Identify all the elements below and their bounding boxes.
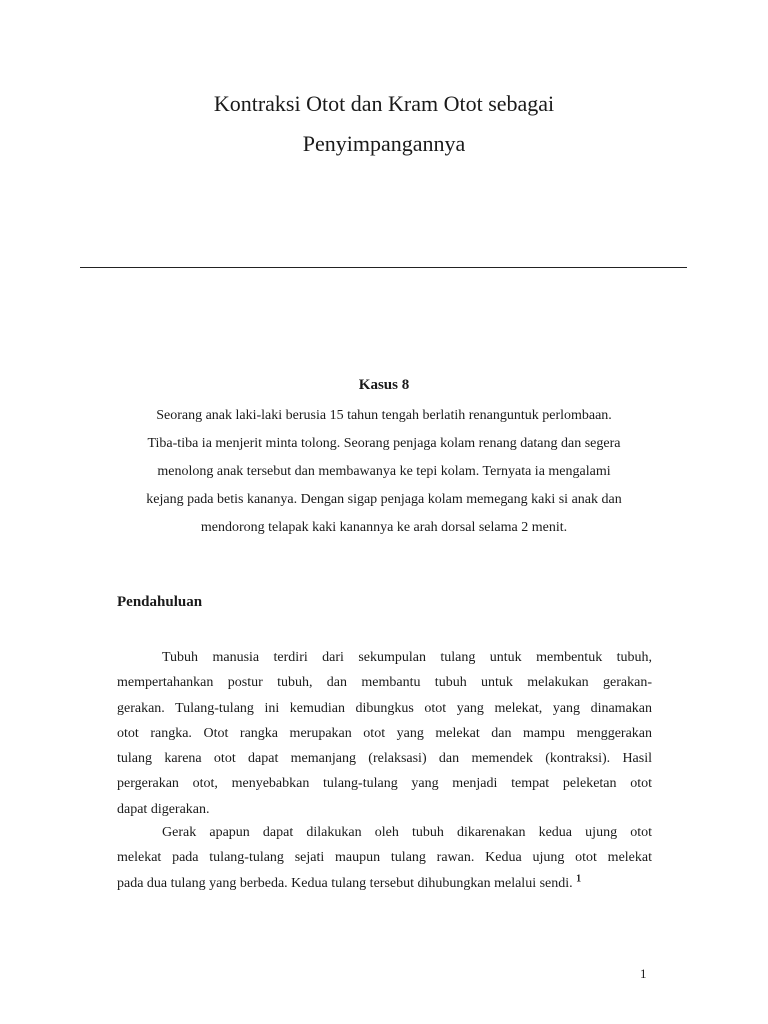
case-line: Tiba-tiba ia menjerit minta tolong. Seorang penjaga kolam renang datang dan segera xyxy=(147,436,621,451)
title-line-1: Kontraksi Otot dan Kram Otot sebagai xyxy=(213,91,555,116)
paragraph-line: melekat pada tulang-tulang sejati maupun tulang rawan. Kedua ujung otot melekat xyxy=(117,850,652,866)
paragraph-line: Tubuh manusia terdiri dari sekumpulan tulang untuk membentuk tubuh, xyxy=(162,650,652,665)
horizontal-divider xyxy=(80,267,687,268)
case-description xyxy=(100,402,668,542)
section-heading: Pendahuluan xyxy=(117,594,203,610)
paragraph-last-line xyxy=(117,871,652,896)
paragraph-line: pergerakan otot, menyebabkan tulang-tulang yang menjadi tempat peleketan otot xyxy=(117,776,652,792)
document-title xyxy=(0,84,768,164)
paragraph-line: Gerak apapun dapat dilakukan oleh tubuh dikarenakan kedua ujung otot xyxy=(162,825,652,840)
case-line: menolong anak tersebut dan membawanya ke tepi kolam. Ternyata ia mengalami xyxy=(157,464,611,479)
paragraph-line-text: pada dua tulang yang berbeda. Kedua tulang tersebut dihubungkan melalui sendi. xyxy=(117,875,573,891)
paragraph-line: tulang karena otot dapat memanjang (relaksasi) dan memendek (kontraksi). Hasil xyxy=(117,751,652,767)
case-line: kejang pada betis kananya. Dengan sigap penjaga kolam memegang kaki si anak dan xyxy=(146,492,622,507)
title-line-2: Penyimpangannya xyxy=(302,131,466,156)
case-heading: Kasus 8 xyxy=(358,377,410,393)
paragraph-line: gerakan. Tulang-tulang ini kemudian dibungkus otot yang melekat, yang dinamakan xyxy=(117,700,652,716)
case-line: Seorang anak laki-laki berusia 15 tahun tengah berlatih renanguntuk perlombaan. xyxy=(156,408,612,423)
paragraph-line: otot rangka. Otot rangka merupakan otot yang melekat dan mampu menggerakan xyxy=(117,725,652,741)
footnote-reference[interactable]: 1 xyxy=(576,872,582,884)
paragraph-2 xyxy=(117,820,652,896)
case-line: mendorong telapak kaki kanannya ke arah dorsal selama 2 menit. xyxy=(200,520,568,535)
page-number: 1 xyxy=(640,966,647,981)
paragraph-1 xyxy=(117,645,652,822)
paragraph-line: mempertahankan postur tubuh, dan membantu tubuh untuk melakukan gerakan- xyxy=(117,675,652,691)
paragraph-line: dapat digerakan. xyxy=(117,801,210,817)
